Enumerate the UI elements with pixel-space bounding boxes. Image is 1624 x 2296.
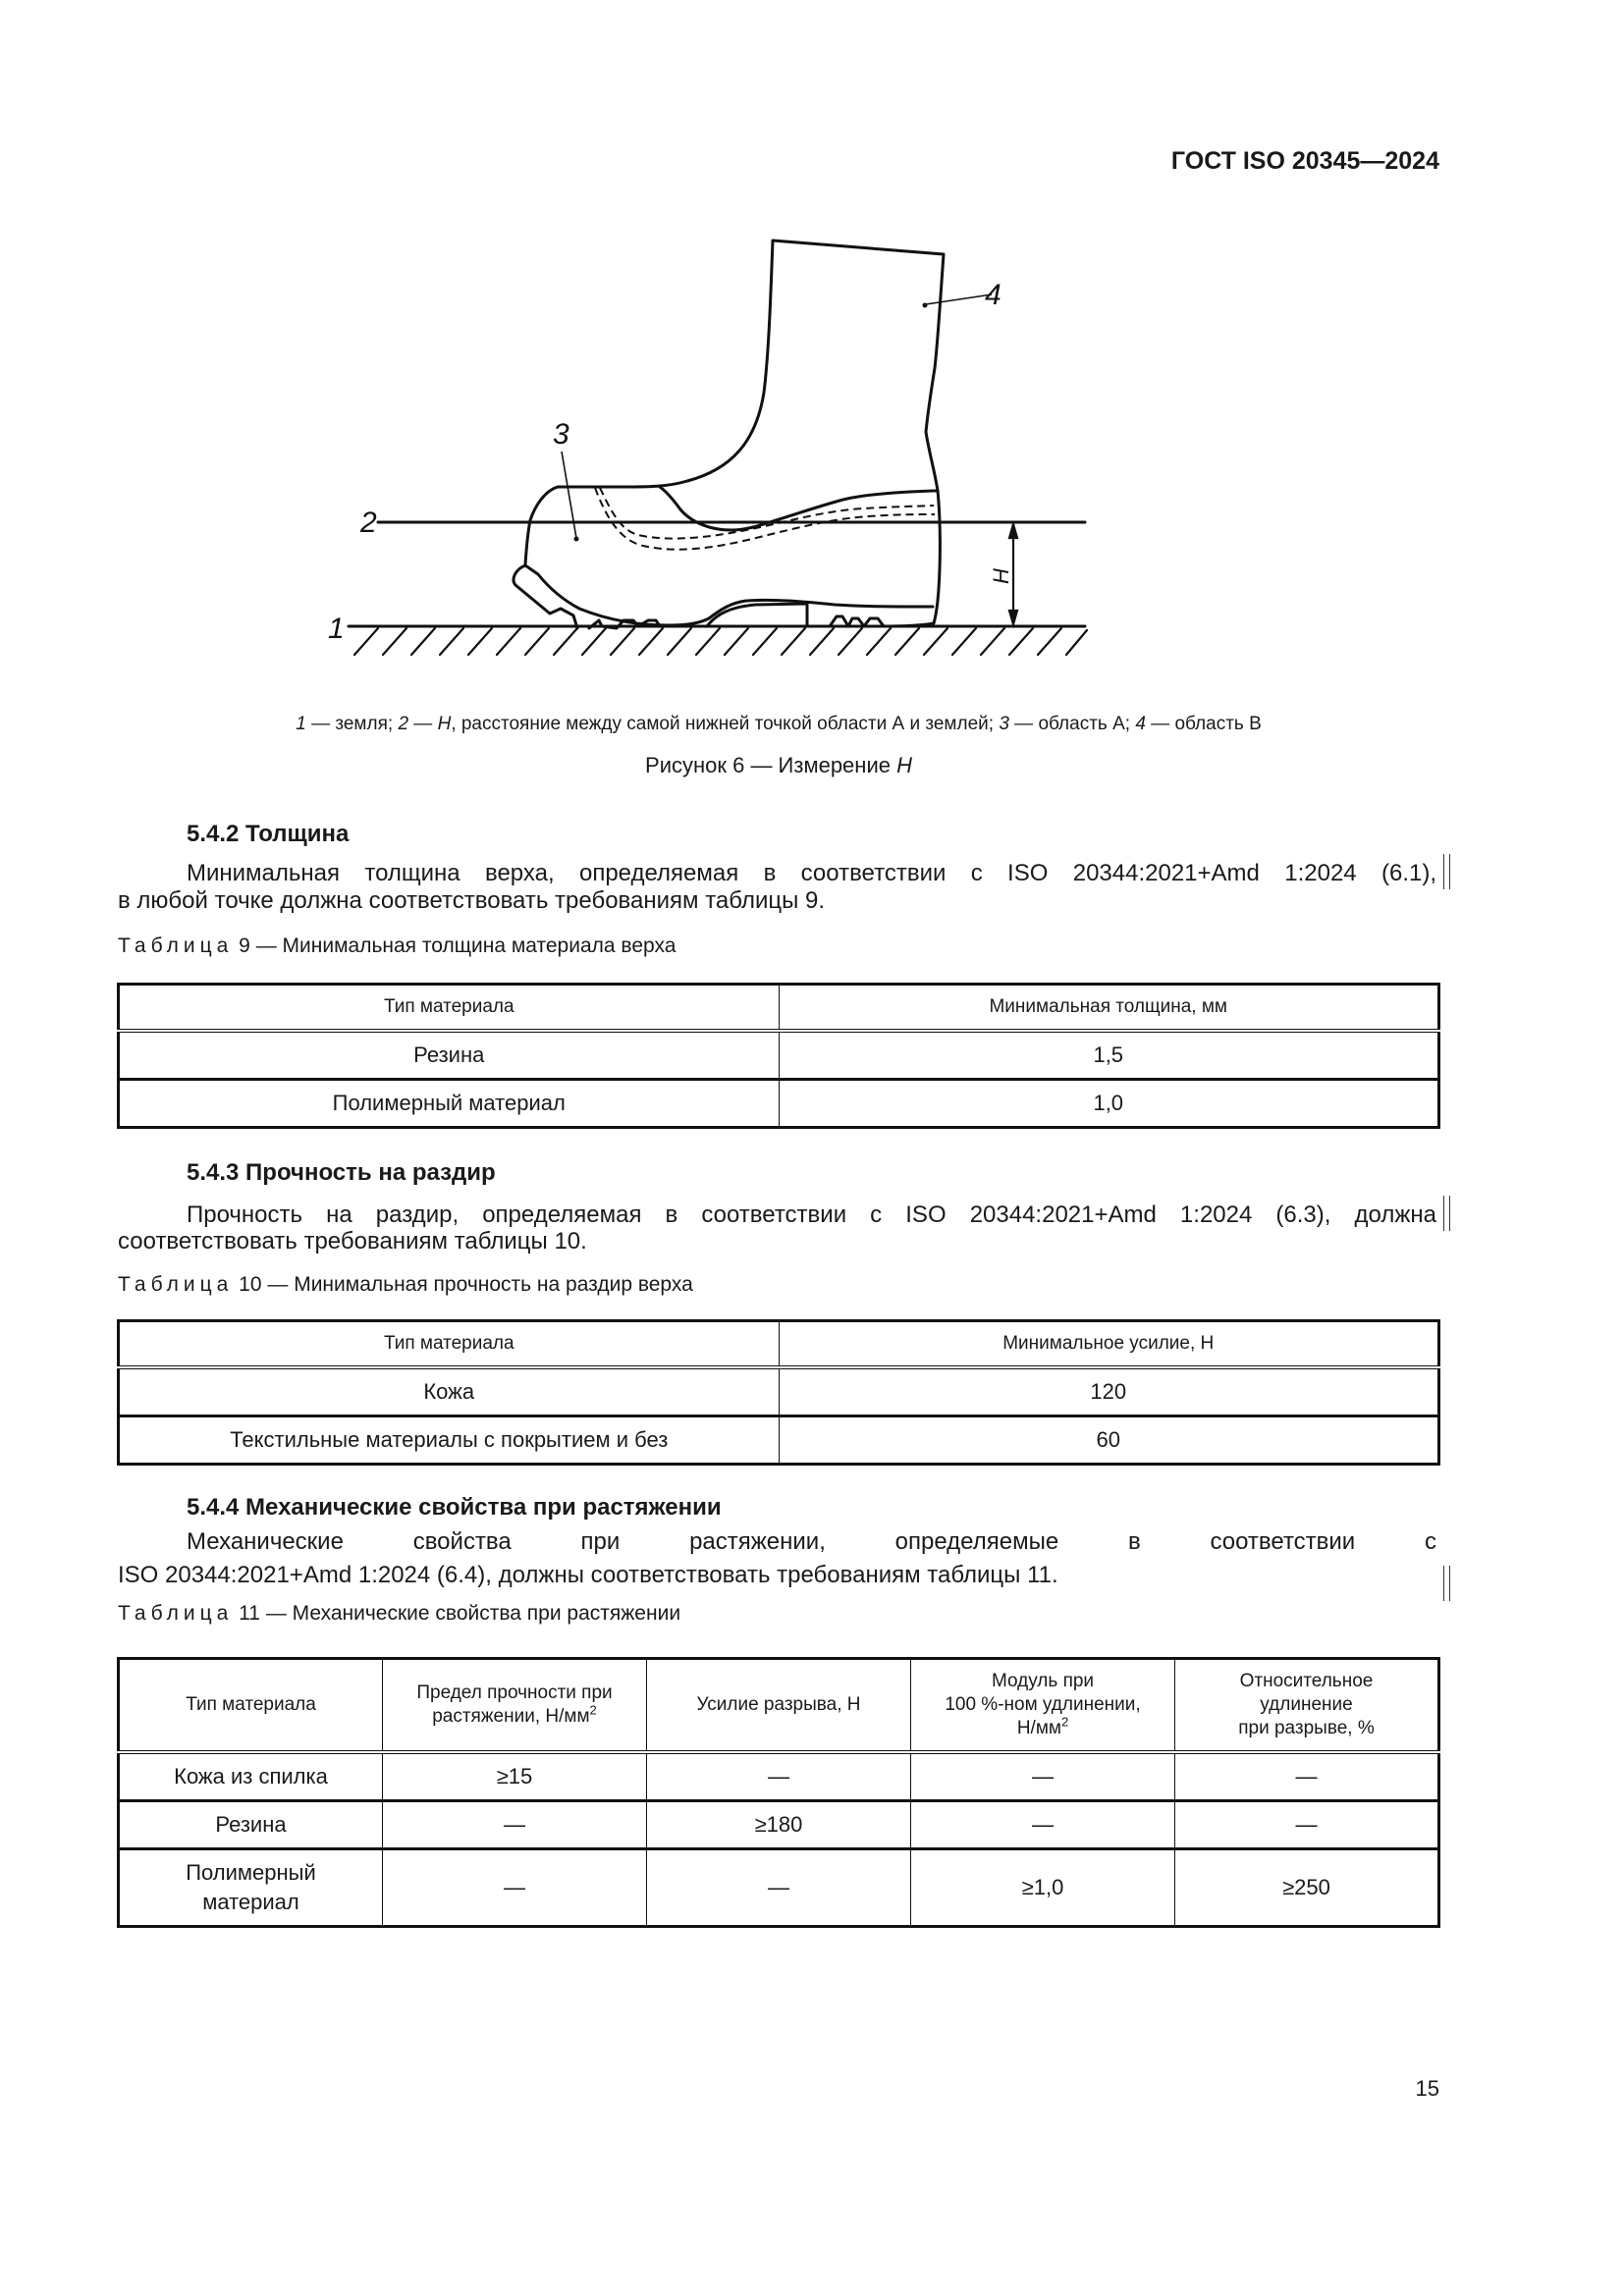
paragraph-5-4-3-line2: соответствовать требованиям таблицы 10. [118, 1228, 587, 1255]
label-3: 3 [553, 418, 569, 451]
paragraph-5-4-2-line2: в любой точке должна соответствовать требованиям таблицы 9. [118, 887, 826, 914]
table-cell: 60 [779, 1416, 1439, 1465]
paragraph-5-4-4-line1: Механические свойства при растяжении, определяемые в соответствии с [187, 1528, 1436, 1555]
table-row [119, 1367, 1439, 1416]
label-2: 2 [360, 507, 377, 539]
table-cell: Полимерный материал [119, 1849, 383, 1927]
table-cell: Текстильные материалы с покрытием и без [119, 1416, 780, 1465]
table-header: Предел прочности при растяжении, $Н/мм^2$ [383, 1659, 647, 1753]
table-cell: — [383, 1801, 647, 1849]
table-header: Модуль при 100 %-ном удлинении, $Н/мм^2$ [911, 1659, 1175, 1753]
table-11 [117, 1657, 1440, 1928]
table-10-caption: Таблица 10 — Минимальная прочность на раздир верха [118, 1273, 693, 1296]
table-header: Тип материала [119, 1321, 780, 1368]
table-11-caption: Таблица 11 — Механические свойства при растяжении [118, 1602, 681, 1625]
table-cell: — [1175, 1801, 1439, 1849]
revision-bar [1443, 854, 1450, 889]
table-cell: Кожа из спилка [119, 1752, 383, 1801]
table-header: Относительное удлинение при разрыве, % [1175, 1659, 1439, 1753]
table-cell: — [911, 1752, 1175, 1801]
table-row [119, 1416, 1439, 1465]
table-row [119, 1031, 1439, 1080]
table-9-caption: Таблица 9 — Минимальная толщина материала верха [118, 934, 677, 957]
table-cell: Резина [119, 1031, 780, 1080]
table-cell: — [647, 1752, 911, 1801]
table-row [119, 1752, 1439, 1801]
ground-hatching [354, 628, 1087, 655]
table-cell: 120 [779, 1367, 1439, 1416]
table-cell: 1,5 [779, 1031, 1439, 1080]
table-cell: — [1175, 1752, 1439, 1801]
table-cell: Кожа [119, 1367, 780, 1416]
table-header: Тип материала [119, 1659, 383, 1753]
revision-bar [1443, 1566, 1450, 1601]
label-4: 4 [985, 279, 1001, 311]
table-cell: 1,0 [779, 1080, 1439, 1128]
page-number: 15 [1415, 2076, 1439, 2101]
table-cell: — [647, 1849, 911, 1927]
table-row [119, 1849, 1439, 1927]
paragraph-5-4-4-line2: ISO 20344:2021+Amd 1:2024 (6.4), должны соответствовать требованиям таблицы 11. [118, 1562, 1058, 1588]
document-header-id: ГОСТ ISO 20345—2024 [1170, 147, 1439, 175]
table-10 [117, 1319, 1440, 1466]
paragraph-5-4-2-line1: Минимальная толщина верха, определяемая в соответствии с ISO 20344:2021+Amd 1:2024 (6.1), [187, 860, 1436, 886]
label-1: 1 [328, 613, 345, 645]
table-header: Тип материала [119, 985, 780, 1032]
table-row [119, 1080, 1439, 1128]
section-heading-5-4-4: 5.4.4 Механические свойства при растяжении [187, 1494, 722, 1521]
table-cell: ≥15 [383, 1752, 647, 1801]
table-cell: ≥1,0 [911, 1849, 1175, 1927]
revision-bar [1443, 1196, 1450, 1231]
table-cell: — [911, 1801, 1175, 1849]
table-row [119, 1801, 1439, 1849]
table-cell: Резина [119, 1801, 383, 1849]
table-cell: — [383, 1849, 647, 1927]
figure-legend: 1 — земля; 2 — H, расстояние между самой нижней точкой области А и землей; 3 — область А; 4 — область В [296, 714, 1262, 734]
figure-caption: Рисунок 6 — Измерение H [645, 753, 912, 777]
boot-measurement-figure [314, 216, 1100, 667]
boot-outline [525, 240, 944, 623]
table-cell: Полимерный материал [119, 1080, 780, 1128]
table-header: Усилие разрыва, Н [647, 1659, 911, 1753]
section-heading-5-4-3: 5.4.3 Прочность на раздир [187, 1159, 496, 1186]
section-heading-5-4-2: 5.4.2 Толщина [187, 821, 350, 847]
paragraph-5-4-3-line1: Прочность на раздир, определяемая в соответствии с ISO 20344:2021+Amd 1:2024 (6.3), должна [187, 1201, 1436, 1228]
table-9 [117, 983, 1440, 1129]
table-header: Минимальное усилие, Н [779, 1321, 1439, 1368]
table-cell: ≥250 [1175, 1849, 1439, 1927]
label-h: H [989, 568, 1013, 584]
table-header: Минимальная толщина, мм [779, 985, 1439, 1032]
table-cell: ≥180 [647, 1801, 911, 1849]
